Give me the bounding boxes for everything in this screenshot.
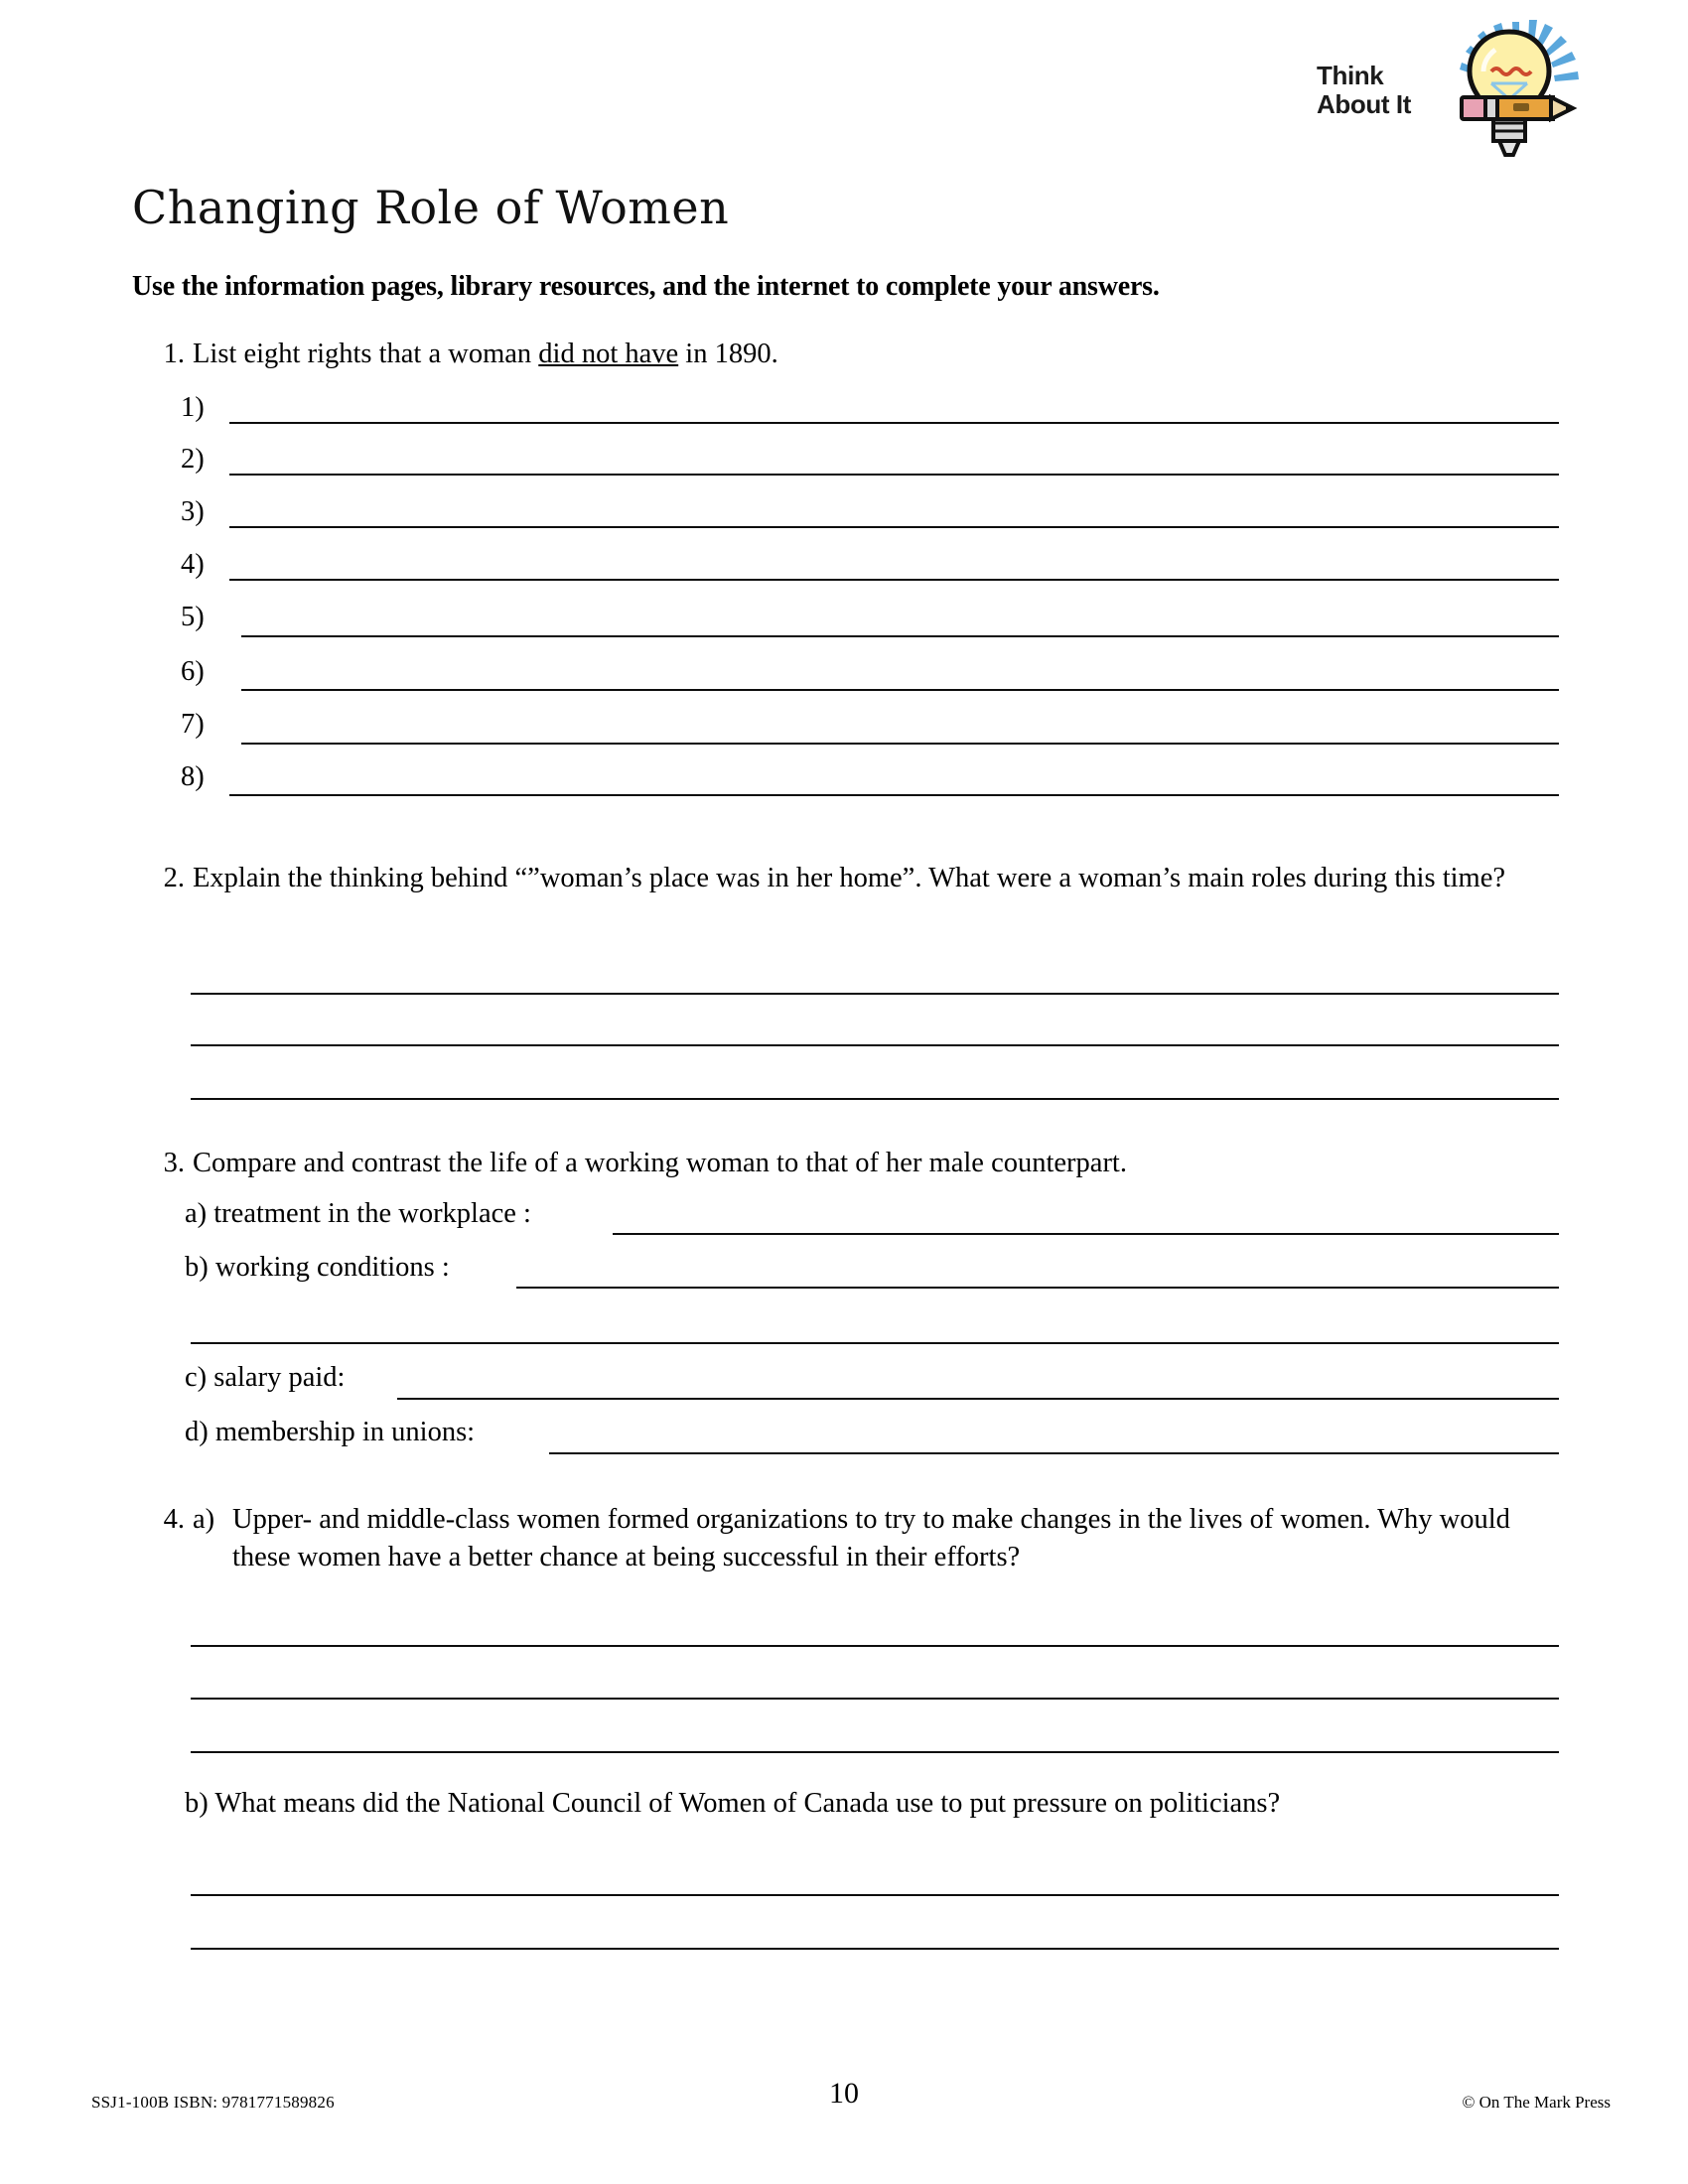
question-1-text-part1: List eight rights that a woman	[193, 339, 539, 369]
question-2-answer-line-1[interactable]	[191, 993, 1559, 995]
answer-label-8: 8)	[181, 761, 205, 792]
question-3-number: 3.	[163, 1148, 185, 1178]
question-4-part-a-text: Upper- and middle-class women formed organizations to try to make changes in the lives of women. Why would these women have a better chance at being successful in their efforts?	[232, 1504, 1510, 1572]
question-4a-answer-line-3[interactable]	[191, 1751, 1559, 1753]
question-3-part-b-line[interactable]	[516, 1287, 1559, 1289]
question-4b-answer-line-1[interactable]	[191, 1894, 1559, 1896]
answer-label-3: 3)	[181, 496, 205, 527]
question-3-part-c-line[interactable]	[397, 1398, 1559, 1400]
logo-text-line2: About It	[1317, 89, 1411, 119]
question-2	[147, 860, 1557, 897]
answer-line-4[interactable]	[229, 579, 1559, 581]
question-3-part-a-label: a) treatment in the workplace :	[185, 1198, 531, 1229]
answer-line-6[interactable]	[241, 689, 1559, 691]
footer-code: SSJ1-100B ISBN: 9781771589826	[91, 2093, 335, 2112]
page-number: 10	[829, 2077, 859, 2110]
question-4-part-b-text: b) What means did the National Council of Women of Canada use to put pressure on politicians?	[185, 1788, 1281, 1819]
question-4-part-a	[193, 1501, 1557, 1576]
answer-label-5: 5)	[181, 602, 205, 632]
answer-line-2[interactable]	[229, 474, 1559, 476]
question-3-part-c-label: c) salary paid:	[185, 1362, 346, 1393]
think-about-it-logo	[1317, 14, 1585, 168]
question-2-answer-line-3[interactable]	[191, 1098, 1559, 1100]
answer-line-1[interactable]	[229, 422, 1559, 424]
page-title: Changing Role of Women	[132, 181, 730, 234]
question-4a-answer-line-1[interactable]	[191, 1645, 1559, 1647]
question-3-part-a-line[interactable]	[613, 1233, 1559, 1235]
answer-line-3[interactable]	[229, 526, 1559, 528]
instruction-text: Use the information pages, library resources, and the internet to complete your answers.	[132, 270, 1160, 302]
question-3-part-d-line[interactable]	[549, 1452, 1559, 1454]
lightbulb-icon	[1434, 14, 1585, 165]
question-1-text-part2: in 1890.	[678, 339, 778, 369]
question-3-part-b-line-2[interactable]	[191, 1342, 1559, 1344]
answer-line-5[interactable]	[241, 635, 1559, 637]
answer-line-8[interactable]	[229, 794, 1559, 796]
question-4b-answer-line-2[interactable]	[191, 1948, 1559, 1950]
question-1-number: 1.	[163, 339, 185, 369]
logo-text	[1317, 62, 1448, 119]
question-1	[147, 336, 1438, 373]
answer-label-6: 6)	[181, 656, 205, 687]
logo-text-line1: Think	[1317, 61, 1384, 90]
question-1-text	[193, 336, 1438, 373]
question-3-text: Compare and contrast the life of a working woman to that of her male counterpart.	[193, 1148, 1127, 1178]
question-2-number: 2.	[163, 863, 185, 893]
answer-label-7: 7)	[181, 709, 205, 740]
answer-line-7[interactable]	[241, 743, 1559, 745]
question-4-number: 4.	[163, 1504, 185, 1535]
question-2-text: Explain the thinking behind “”woman’s place was in her home”. What were a woman’s main roles during this time?	[193, 863, 1505, 893]
question-1-emphasis: did not have	[538, 339, 679, 369]
question-4-part-a-label: a)	[193, 1504, 215, 1535]
question-4a-answer-line-2[interactable]	[191, 1698, 1559, 1700]
answer-label-2: 2)	[181, 444, 205, 475]
question-3-part-b-label: b) working conditions :	[185, 1252, 450, 1283]
question-4	[147, 1501, 1557, 1576]
answer-label-1: 1)	[181, 392, 205, 423]
pencil-icon	[1462, 97, 1573, 119]
footer-copyright: © On The Mark Press	[1462, 2093, 1611, 2112]
question-3-part-d-label: d) membership in unions:	[185, 1417, 476, 1447]
question-2-answer-line-2[interactable]	[191, 1044, 1559, 1046]
question-3	[147, 1145, 1557, 1182]
answer-label-4: 4)	[181, 549, 205, 580]
